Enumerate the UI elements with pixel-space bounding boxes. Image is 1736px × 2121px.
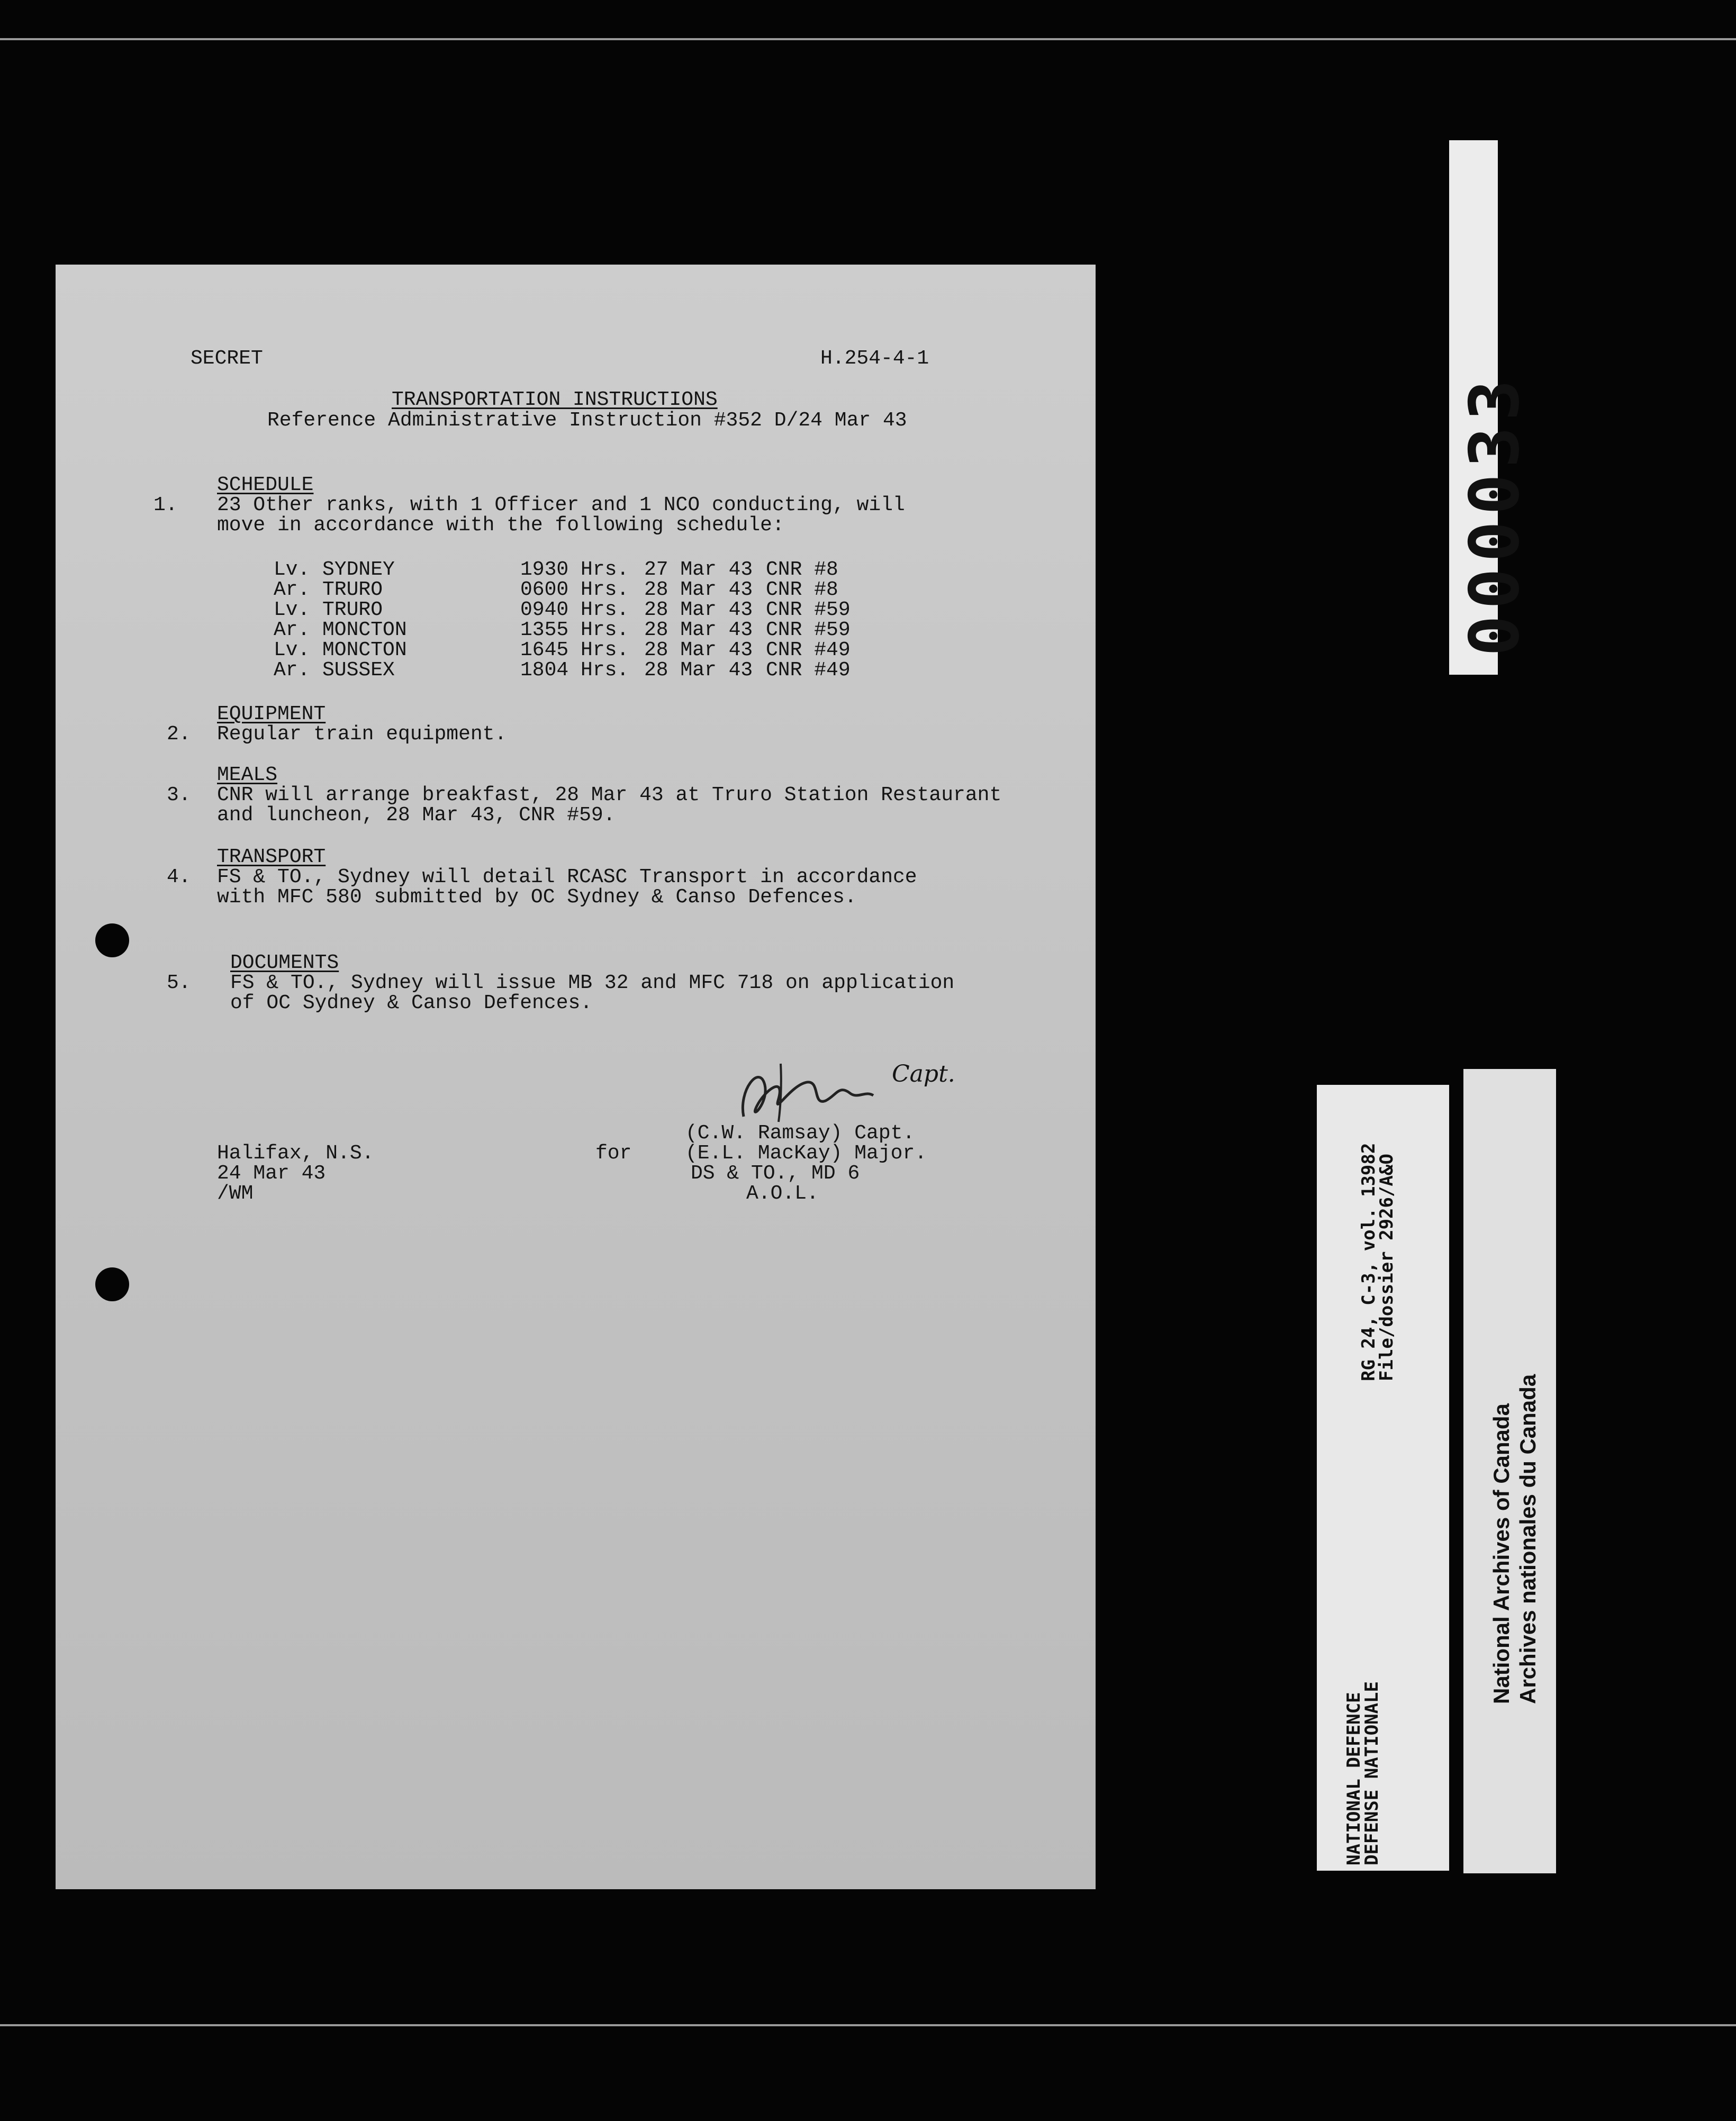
place: Halifax, N.S.	[217, 1142, 374, 1165]
signature-note: Capt.	[892, 1060, 955, 1087]
reference-line: Reference Administrative Instruction #352 D/24 Mar 43	[267, 409, 907, 432]
schedule-direction: Lv.	[274, 558, 310, 581]
department-line: DEFENSE NATIONALE	[1361, 1681, 1382, 1865]
signatory-line: DS & TO., MD 6	[691, 1162, 860, 1185]
archive-name-line: Archives nationales du Canada	[1515, 1374, 1540, 1704]
schedule-date: 28 Mar 43	[644, 659, 753, 682]
schedule-place: SYDNEY	[322, 558, 395, 581]
section-number: 5.	[167, 972, 191, 994]
archive-name-label	[1463, 1069, 1556, 1873]
section-heading: TRANSPORT	[217, 846, 326, 868]
section-line: Regular train equipment.	[217, 723, 507, 746]
department-line: NATIONAL DEFENCE	[1343, 1692, 1364, 1865]
section-line: with MFC 580 submitted by OC Sydney & Canso Defences.	[217, 886, 857, 909]
archive-name-line: National Archives of Canada	[1489, 1403, 1514, 1704]
schedule-time: 1804 Hrs.	[520, 659, 629, 682]
file-number: H.254-4-1	[820, 347, 929, 370]
schedule-train: CNR #49	[766, 659, 851, 682]
schedule-train: CNR #59	[766, 599, 851, 621]
schedule-time: 1645 Hrs.	[520, 639, 629, 661]
section-heading: MEALS	[217, 764, 278, 786]
section-line: FS & TO., Sydney will issue MB 32 and MFC 718 on application	[230, 972, 955, 994]
date: 24 Mar 43	[217, 1162, 326, 1185]
signatory-line: A.O.L.	[746, 1182, 819, 1205]
archive-ref-line: RG 24, C-3, vol. 13982	[1358, 1143, 1379, 1381]
section-line: and luncheon, 28 Mar 43, CNR #59.	[217, 804, 616, 827]
schedule-date: 28 Mar 43	[644, 639, 753, 661]
schedule-date: 28 Mar 43	[644, 599, 753, 621]
bottom-rule	[0, 2024, 1736, 2026]
schedule-direction: Lv.	[274, 599, 310, 621]
document-page	[56, 265, 1096, 1889]
stamp-number: 000033	[1455, 373, 1534, 656]
section-line: CNR will arrange breakfast, 28 Mar 43 at Truro Station Restaurant	[217, 784, 1002, 806]
schedule-place: TRURO	[322, 599, 383, 621]
schedule-train: CNR #8	[766, 578, 838, 601]
schedule-direction: Lv.	[274, 639, 310, 661]
stamp-number-strip	[1449, 140, 1534, 675]
classification: SECRET	[191, 347, 263, 370]
signatory-line: (C.W. Ramsay) Capt.	[685, 1122, 915, 1145]
section-heading: SCHEDULE	[217, 474, 314, 496]
section-number: 1.	[153, 494, 178, 516]
schedule-time: 1355 Hrs.	[520, 619, 629, 641]
punch-hole	[95, 1267, 129, 1301]
section-line: move in accordance with the following schedule:	[217, 514, 784, 537]
section-heading: DOCUMENTS	[230, 951, 339, 974]
section-line: 23 Other ranks, with 1 Officer and 1 NCO conducting, will	[217, 494, 905, 516]
section-line: FS & TO., Sydney will detail RCASC Transport in accordance	[217, 866, 917, 889]
top-rule	[0, 38, 1736, 40]
section-number: 3.	[167, 784, 191, 806]
schedule-time: 1930 Hrs.	[520, 558, 629, 581]
punch-hole	[95, 923, 129, 957]
document-title: TRANSPORTATION INSTRUCTIONS	[392, 388, 718, 411]
schedule-place: MONCTON	[322, 639, 407, 661]
section-number: 2.	[167, 723, 191, 746]
schedule-date: 28 Mar 43	[644, 578, 753, 601]
schedule-train: CNR #59	[766, 619, 851, 641]
section-number: 4.	[167, 866, 191, 889]
schedule-place: TRURO	[322, 578, 383, 601]
schedule-date: 27 Mar 43	[644, 558, 753, 581]
archive-ref-line: File/dossier 2926/A&O	[1376, 1154, 1397, 1381]
section-line: of OC Sydney & Canso Defences.	[230, 992, 593, 1014]
schedule-place: MONCTON	[322, 619, 407, 641]
schedule-place: SUSSEX	[322, 659, 395, 682]
schedule-direction: Ar.	[274, 619, 310, 641]
schedule-date: 28 Mar 43	[644, 619, 753, 641]
typist-initials: /WM	[217, 1182, 254, 1205]
schedule-direction: Ar.	[274, 659, 310, 682]
schedule-direction: Ar.	[274, 578, 310, 601]
schedule-train: CNR #8	[766, 558, 838, 581]
section-heading: EQUIPMENT	[217, 703, 326, 726]
for-word: for	[595, 1142, 632, 1165]
schedule-time: 0600 Hrs.	[520, 578, 629, 601]
schedule-time: 0940 Hrs.	[520, 599, 629, 621]
archive-reference-label	[1317, 1085, 1449, 1871]
signatory-line: (E.L. MacKay) Major.	[685, 1142, 927, 1165]
schedule-train: CNR #49	[766, 639, 851, 661]
